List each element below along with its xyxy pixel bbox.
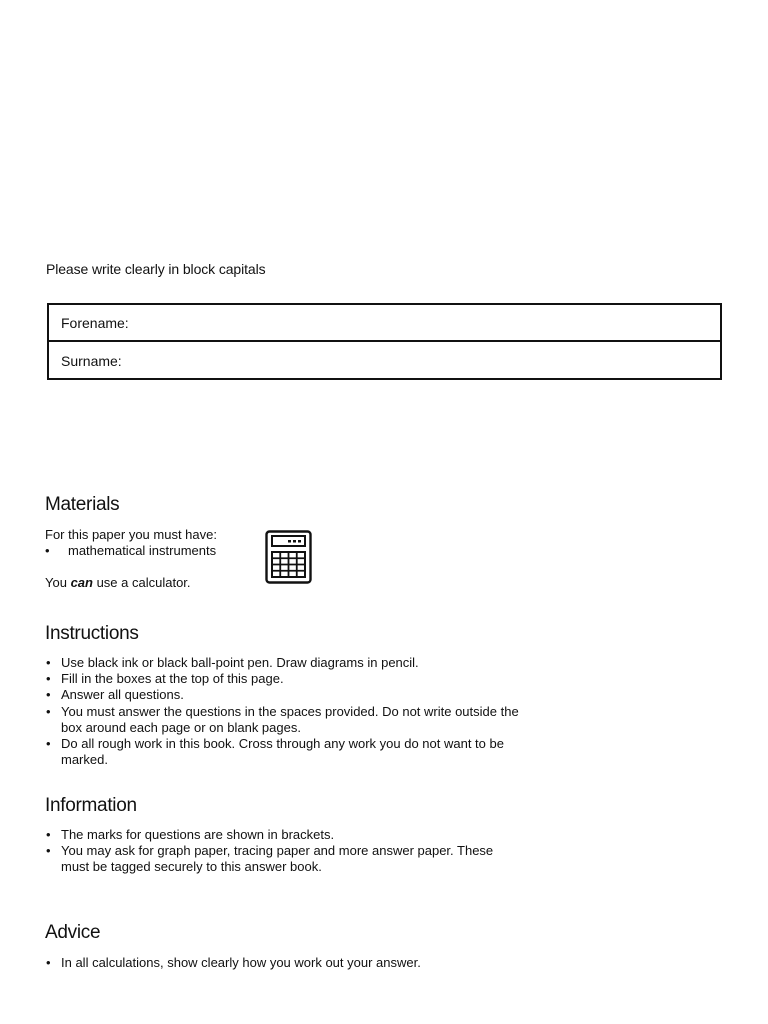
materials-intro: For this paper you must have: — [45, 527, 217, 542]
forename-field[interactable] — [49, 305, 720, 342]
materials-list — [45, 543, 265, 559]
calculator-icon — [265, 530, 312, 584]
materials-item: • mathematical instruments — [45, 543, 265, 559]
advice-list — [46, 955, 521, 971]
candidate-name-box — [47, 303, 722, 380]
surname-label: Surname: — [61, 353, 122, 369]
block-capitals-instruction: Please write clearly in block capitals — [46, 261, 266, 277]
instruction-item: • Do all rough work in this book. Cross through any work you do not want to be marked. — [46, 736, 521, 768]
instructions-list — [46, 655, 521, 768]
instruction-item: • Fill in the boxes at the top of this page. — [46, 671, 521, 687]
advice-heading: Advice — [45, 922, 101, 943]
information-list — [46, 827, 521, 876]
advice-item: • In all calculations, show clearly how you work out your answer. — [46, 955, 521, 971]
instruction-item: • You must answer the questions in the spaces provided. Do not write outside the box around each page or on blank pages. — [46, 704, 521, 736]
calculator-note-emphasis: can — [70, 575, 93, 591]
information-heading: Information — [45, 795, 137, 816]
calculator-note: You can use a calculator. — [45, 575, 191, 591]
instructions-heading: Instructions — [45, 623, 139, 644]
instruction-item: • Use black ink or black ball-point pen. Draw diagrams in pencil. — [46, 655, 521, 671]
materials-heading: Materials — [45, 494, 120, 515]
information-item: • The marks for questions are shown in brackets. — [46, 827, 521, 843]
information-item: • You may ask for graph paper, tracing paper and more answer paper. These must be tagged securely to this answer book. — [46, 843, 521, 875]
surname-field[interactable] — [49, 343, 720, 380]
materials-section — [45, 527, 265, 592]
forename-label: Forename: — [61, 315, 129, 331]
instruction-item: • Answer all questions. — [46, 687, 521, 703]
